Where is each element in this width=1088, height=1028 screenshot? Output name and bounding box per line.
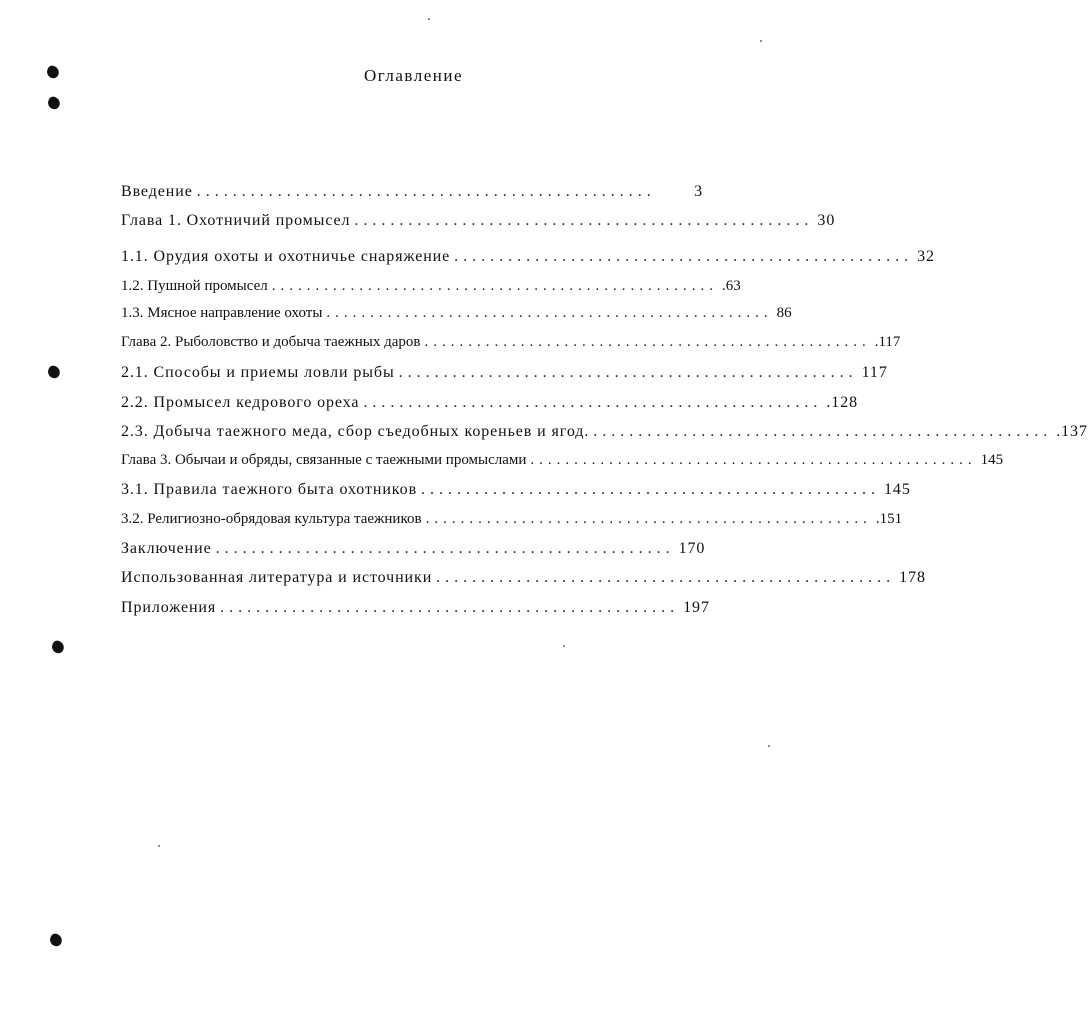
toc-leader: ...................................................: [215, 540, 675, 557]
toc-entry-page: 3: [694, 183, 703, 200]
toc-entry-page: 117: [861, 364, 888, 381]
toc-leader: ...................................................: [424, 334, 871, 350]
toc-entry-page: 145: [884, 481, 911, 498]
toc-entry-label: 3.2. Религиозно-обрядовая культура таежников: [121, 511, 422, 527]
toc-leader: ...................................................: [326, 305, 773, 321]
toc-leader: ...................................................: [363, 394, 823, 411]
toc-entry-page: 30: [817, 212, 836, 229]
toc-entry-conclusion: [121, 540, 706, 562]
toc-entry-page: 145: [980, 452, 1004, 468]
toc-leader: ...................................................: [530, 452, 977, 468]
toc-entry-page: .117: [874, 334, 901, 350]
toc-entry-page: .137: [1056, 423, 1088, 440]
toc-entry-section-2-1: [121, 364, 888, 386]
toc-entry-section-3-2: [121, 511, 903, 533]
toc-entry-page: 170: [678, 540, 706, 557]
toc-entry-label: 2.1. Способы и приемы ловли рыбы: [121, 364, 395, 381]
toc-entry-page: 178: [899, 569, 926, 586]
toc-leader: ...................................................: [454, 248, 914, 265]
toc-entry-page: .151: [875, 511, 903, 527]
scan-speck: [768, 745, 770, 747]
toc-entry-label: 1.1. Орудия охоты и охотничье снаряжение: [121, 248, 451, 265]
toc-entry-page: .128: [826, 394, 859, 411]
toc-entry-section-1-3: [121, 305, 792, 327]
toc-entry-introduction: [121, 183, 703, 205]
toc-entry-label: Использованная литература и источники: [121, 569, 433, 586]
toc-entry-label: Заключение: [121, 540, 212, 557]
toc-leader: ...................................................: [271, 278, 718, 294]
scan-speck: [428, 18, 430, 20]
toc-entry-label: Глава 1. Охотничий промысел: [121, 212, 351, 229]
toc-entry-section-1-2: [121, 278, 741, 300]
toc-leader: ...................................................: [196, 183, 656, 200]
toc-entry-section-2-3: [121, 423, 1088, 445]
toc-entry-page: 32: [917, 248, 935, 265]
toc-entry-page: 197: [683, 599, 710, 616]
scan-speck: [563, 645, 565, 647]
toc-entry-chapter-2: [121, 334, 901, 356]
toc-leader: ...................................................: [354, 212, 814, 229]
toc-entry-chapter-1: [121, 212, 836, 234]
toc-entry-appendices: [121, 599, 710, 621]
toc-entry-label: Глава 2. Рыболовство и добыча таежных даров: [121, 334, 421, 350]
toc-entry-section-3-1: [121, 481, 911, 503]
scan-speck: [158, 845, 160, 847]
toc-entry-label: 1.2. Пушной промысел: [121, 278, 268, 294]
page-title: Оглавление: [364, 66, 463, 85]
toc-entry-label: Приложения: [121, 599, 217, 616]
toc-leader: ...................................................: [593, 423, 1053, 440]
toc-leader: ...................................................: [436, 569, 896, 586]
toc-entry-label: 1.3. Мясное направление охоты: [121, 305, 323, 321]
scan-blot-mark: [46, 95, 61, 110]
toc-entry-label: 3.1. Правила таежного быта охотников: [121, 481, 418, 498]
toc-leader: ...................................................: [421, 481, 881, 498]
toc-entry-label: 2.3. Добыча таежного меда, сбор съедобных кореньев и ягод.: [121, 423, 590, 440]
toc-entry-section-2-2: [121, 394, 859, 416]
toc-entry-references: [121, 569, 926, 591]
scan-blot-mark: [46, 364, 61, 379]
scan-blot-mark: [48, 932, 63, 947]
toc-leader: ...................................................: [220, 599, 680, 616]
toc-entry-page: .63: [721, 278, 741, 294]
scan-speck: [760, 40, 762, 42]
scan-blot-mark: [50, 639, 65, 654]
toc-entry-label: Введение: [121, 183, 193, 200]
toc-entry-section-1-1: [121, 248, 935, 270]
toc-entry-label: Глава 3. Обычаи и обряды, связанные с таежными промыслами: [121, 452, 527, 468]
toc-leader: ...................................................: [425, 511, 872, 527]
toc-entry-page: 86: [776, 305, 792, 321]
toc-entry-label: 2.2. Промысел кедрового ореха: [121, 394, 360, 411]
toc-entry-chapter-3: [121, 452, 1004, 474]
toc-leader: ...................................................: [398, 364, 858, 381]
